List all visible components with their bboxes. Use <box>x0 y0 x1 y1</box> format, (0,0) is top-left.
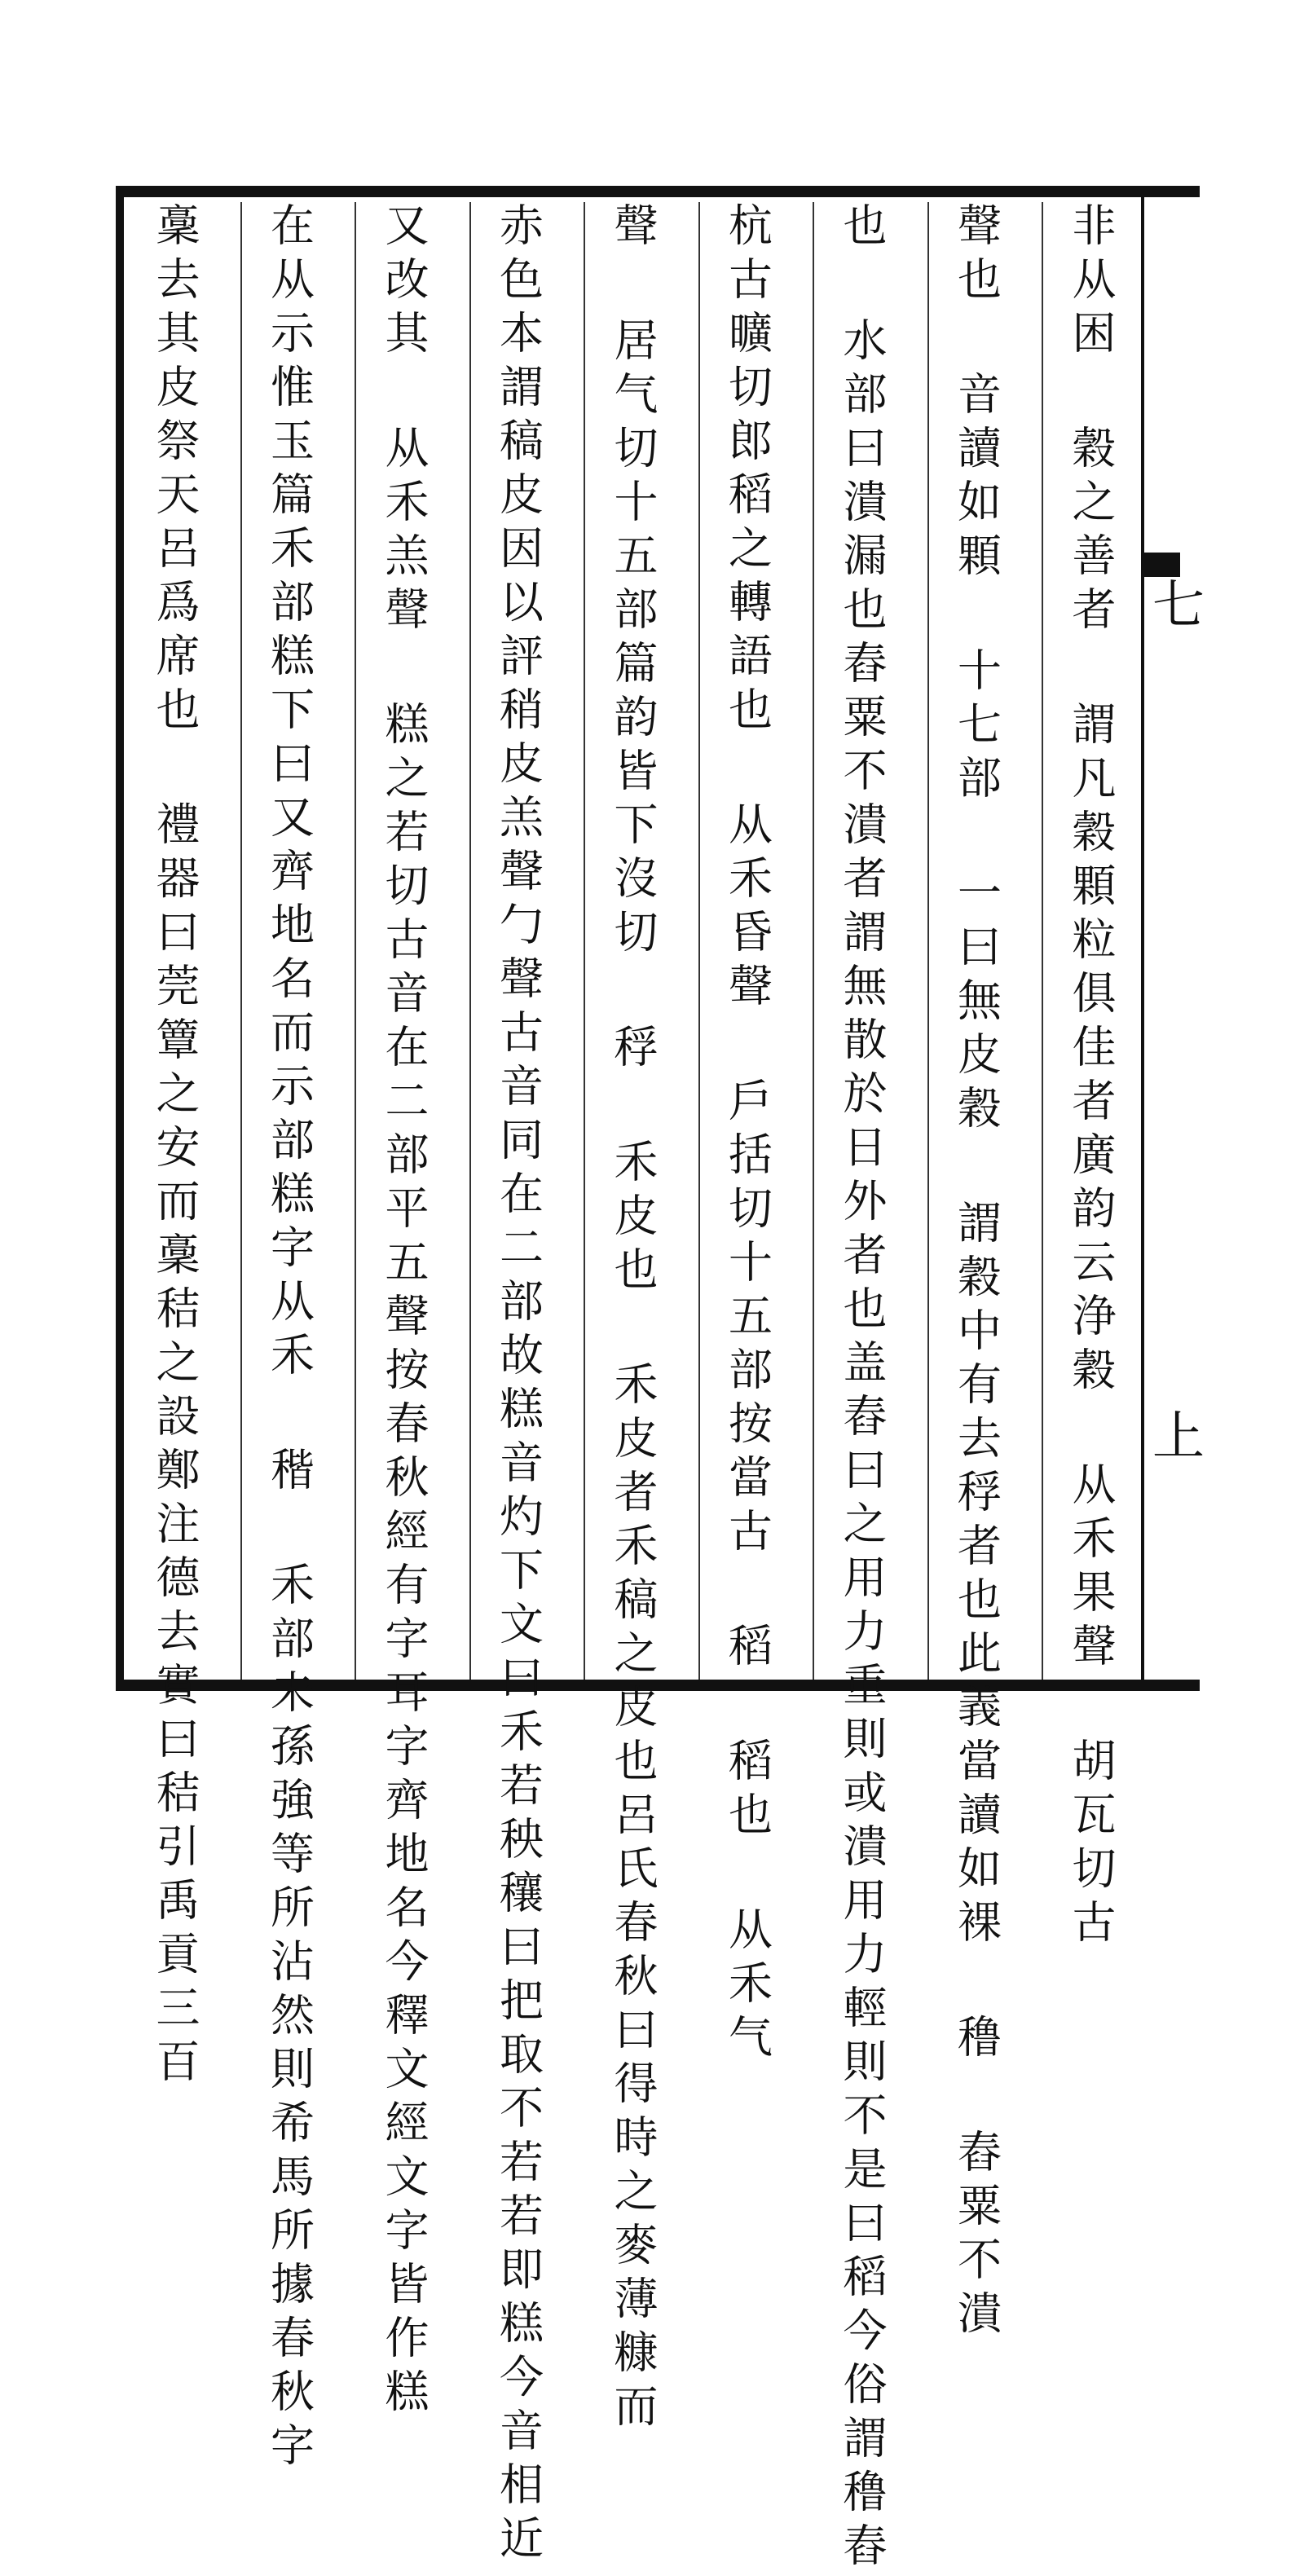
column-text: 稾去其皮祭天呂爲席也 禮器曰莞簟之安而稾秸之設鄭注德去實曰秸引禹貢三百 <box>149 202 200 2092</box>
text-column-6 <box>473 202 564 2569</box>
text-column-5 <box>587 202 678 2437</box>
text-column-3 <box>816 202 907 2576</box>
vertical-text-block <box>124 197 1141 2576</box>
text-column-9 <box>129 202 220 2092</box>
text-column-2 <box>931 202 1022 2344</box>
column-text: 聲也 音讀如顆 十七部 一曰無皮穀 謂穀中有去稃者也此義當讀如裸 穞 舂粟不潰 <box>950 202 1002 2344</box>
column-text: 赤色本謂稿皮因以評稍皮羔聲勹聲古音同在二部故糕音灼下文曰禾若秧穰曰把取不若若即糕今音相近 <box>492 202 544 2569</box>
column-text: 非从困 穀之善者 謂凡穀顆粒俱佳者廣韵云浄穀 从禾果聲 胡瓦切古 <box>1065 202 1117 1953</box>
column-text: 也 水部曰潰漏也舂粟不潰者謂無散於日外者也盖舂曰之用力重則或潰用力輕則不是曰稻今俗謂穞舂 <box>836 202 888 2576</box>
fish-tail-mark <box>1144 553 1180 577</box>
column-text: 在从示惟玉篇禾部糕下曰又齊地名而示部糕字从禾 稭 禾部未孫強等所沾然則希馬所據春秋字 <box>263 202 315 2476</box>
text-column-4 <box>702 202 793 2067</box>
column-text: 又改其 从禾羔聲 糕之若切古音在二部平五聲按春秋經有字耳字齊地名今釋文經文字皆作糕 <box>378 202 430 2422</box>
gutter-volume-mark: 七 <box>1143 577 1204 629</box>
text-column-8 <box>244 202 335 2476</box>
text-column-1 <box>1045 202 1136 1953</box>
gutter-label-mark: 上 <box>1143 1408 1204 1460</box>
text-column-7 <box>358 202 449 2422</box>
page-gutter <box>1143 186 1204 1691</box>
column-text: 聲 居气切十五部篇韵皆下沒切 稃 禾皮也 禾皮者禾稿之皮也呂氏春秋曰得時之麥薄糠而 <box>607 202 659 2437</box>
column-text: 杭古曠切郎稻之轉語也 从禾昏聲 戶括切十五部按當古 稻 稻也 从禾气 <box>721 202 773 2067</box>
